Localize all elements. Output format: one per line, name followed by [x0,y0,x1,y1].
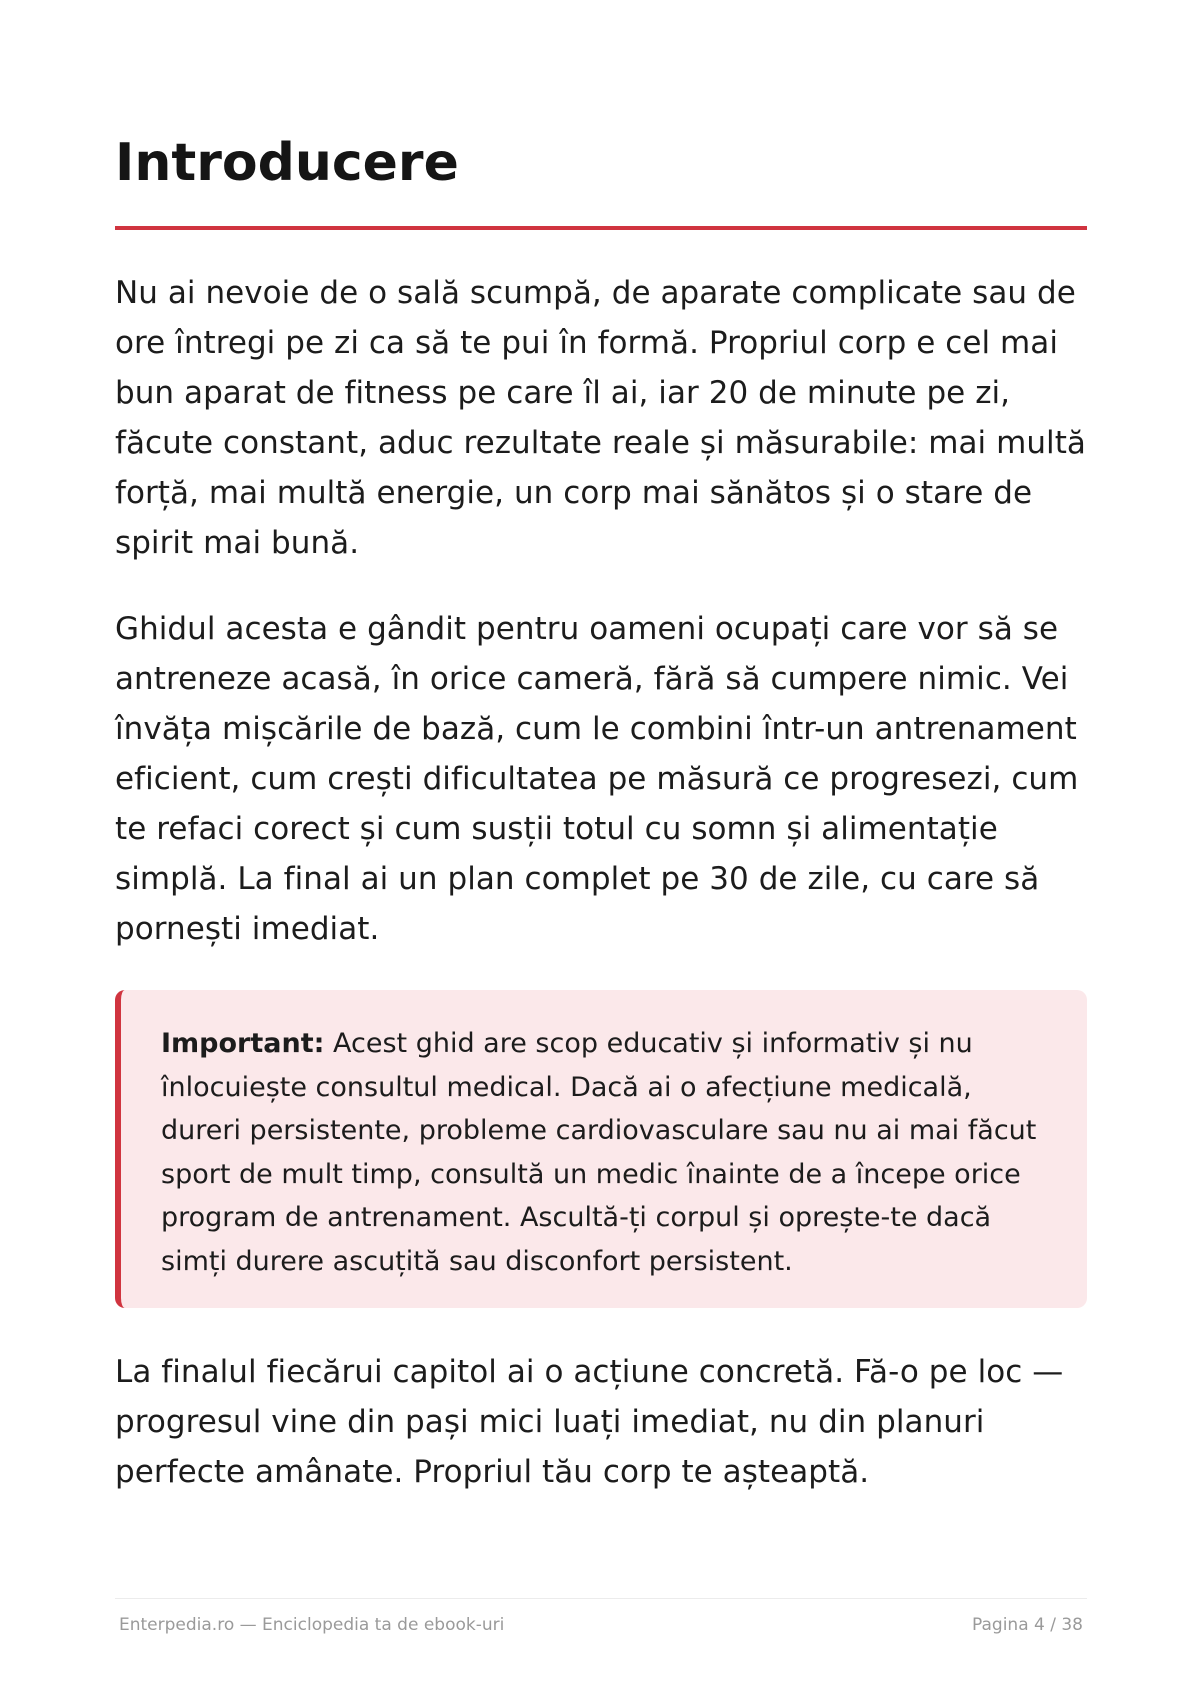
callout-label: Important: [161,1028,325,1059]
page-title: Introducere [115,133,459,193]
footer-divider [115,1598,1087,1599]
footer-site-name: Enterpedia.ro — Enciclopedia ta de ebook-uri [119,1615,505,1635]
intro-paragraph-1: Nu ai nevoie de o sală scumpă, de aparate complicate sau de ore întregi pe zi ca să te pui în formă. Propriul corp e cel mai bun aparat de fitness pe care îl ai, iar 20 de minute pe zi, făcute constant, aduc rezultate reale și măsurabile: mai multă forță, mai multă energie, un corp mai sănătos și o stare de spirit mai bună. [115,275,1086,561]
intro-paragraph-3: La finalul fiecărui capitol ai o acțiune concretă. Fă-o pe loc — progresul vine din pași mici luați imediat, nu din planuri perfecte amânate. Propriul tău corp te așteaptă. [115,1354,1064,1490]
callout-body [161,1022,1057,1284]
callout-text: Acest ghid are scop educativ și informativ și nu înlocuiește consultul medical. Dacă ai o afecțiune medicală, dureri persistente, probleme cardiovasculare sau nu ai mai făcut sport de mult timp, consultă un medic înainte de a începe orice program de antrenament. Ascultă-ți corpul și oprește-te dacă simți durere ascuțită sau disconfort persistent. [161,1028,1037,1277]
footer-page-number: Pagina 4 / 38 [972,1615,1083,1635]
important-callout [115,990,1087,1308]
title-divider [115,226,1087,230]
intro-paragraph-2: Ghidul acesta e gândit pentru oameni ocupați care vor să se antreneze acasă, în orice cameră, fără să cumpere nimic. Vei învăța mișcările de bază, cum le combini într-un antrenament eficient, cum crești dificultatea pe măsură ce progresezi, cum te refaci corect și cum susții totul cu somn și alimentație simplă. La final ai un plan complet pe 30 de zile, cu care să pornești imediat. [115,611,1079,947]
